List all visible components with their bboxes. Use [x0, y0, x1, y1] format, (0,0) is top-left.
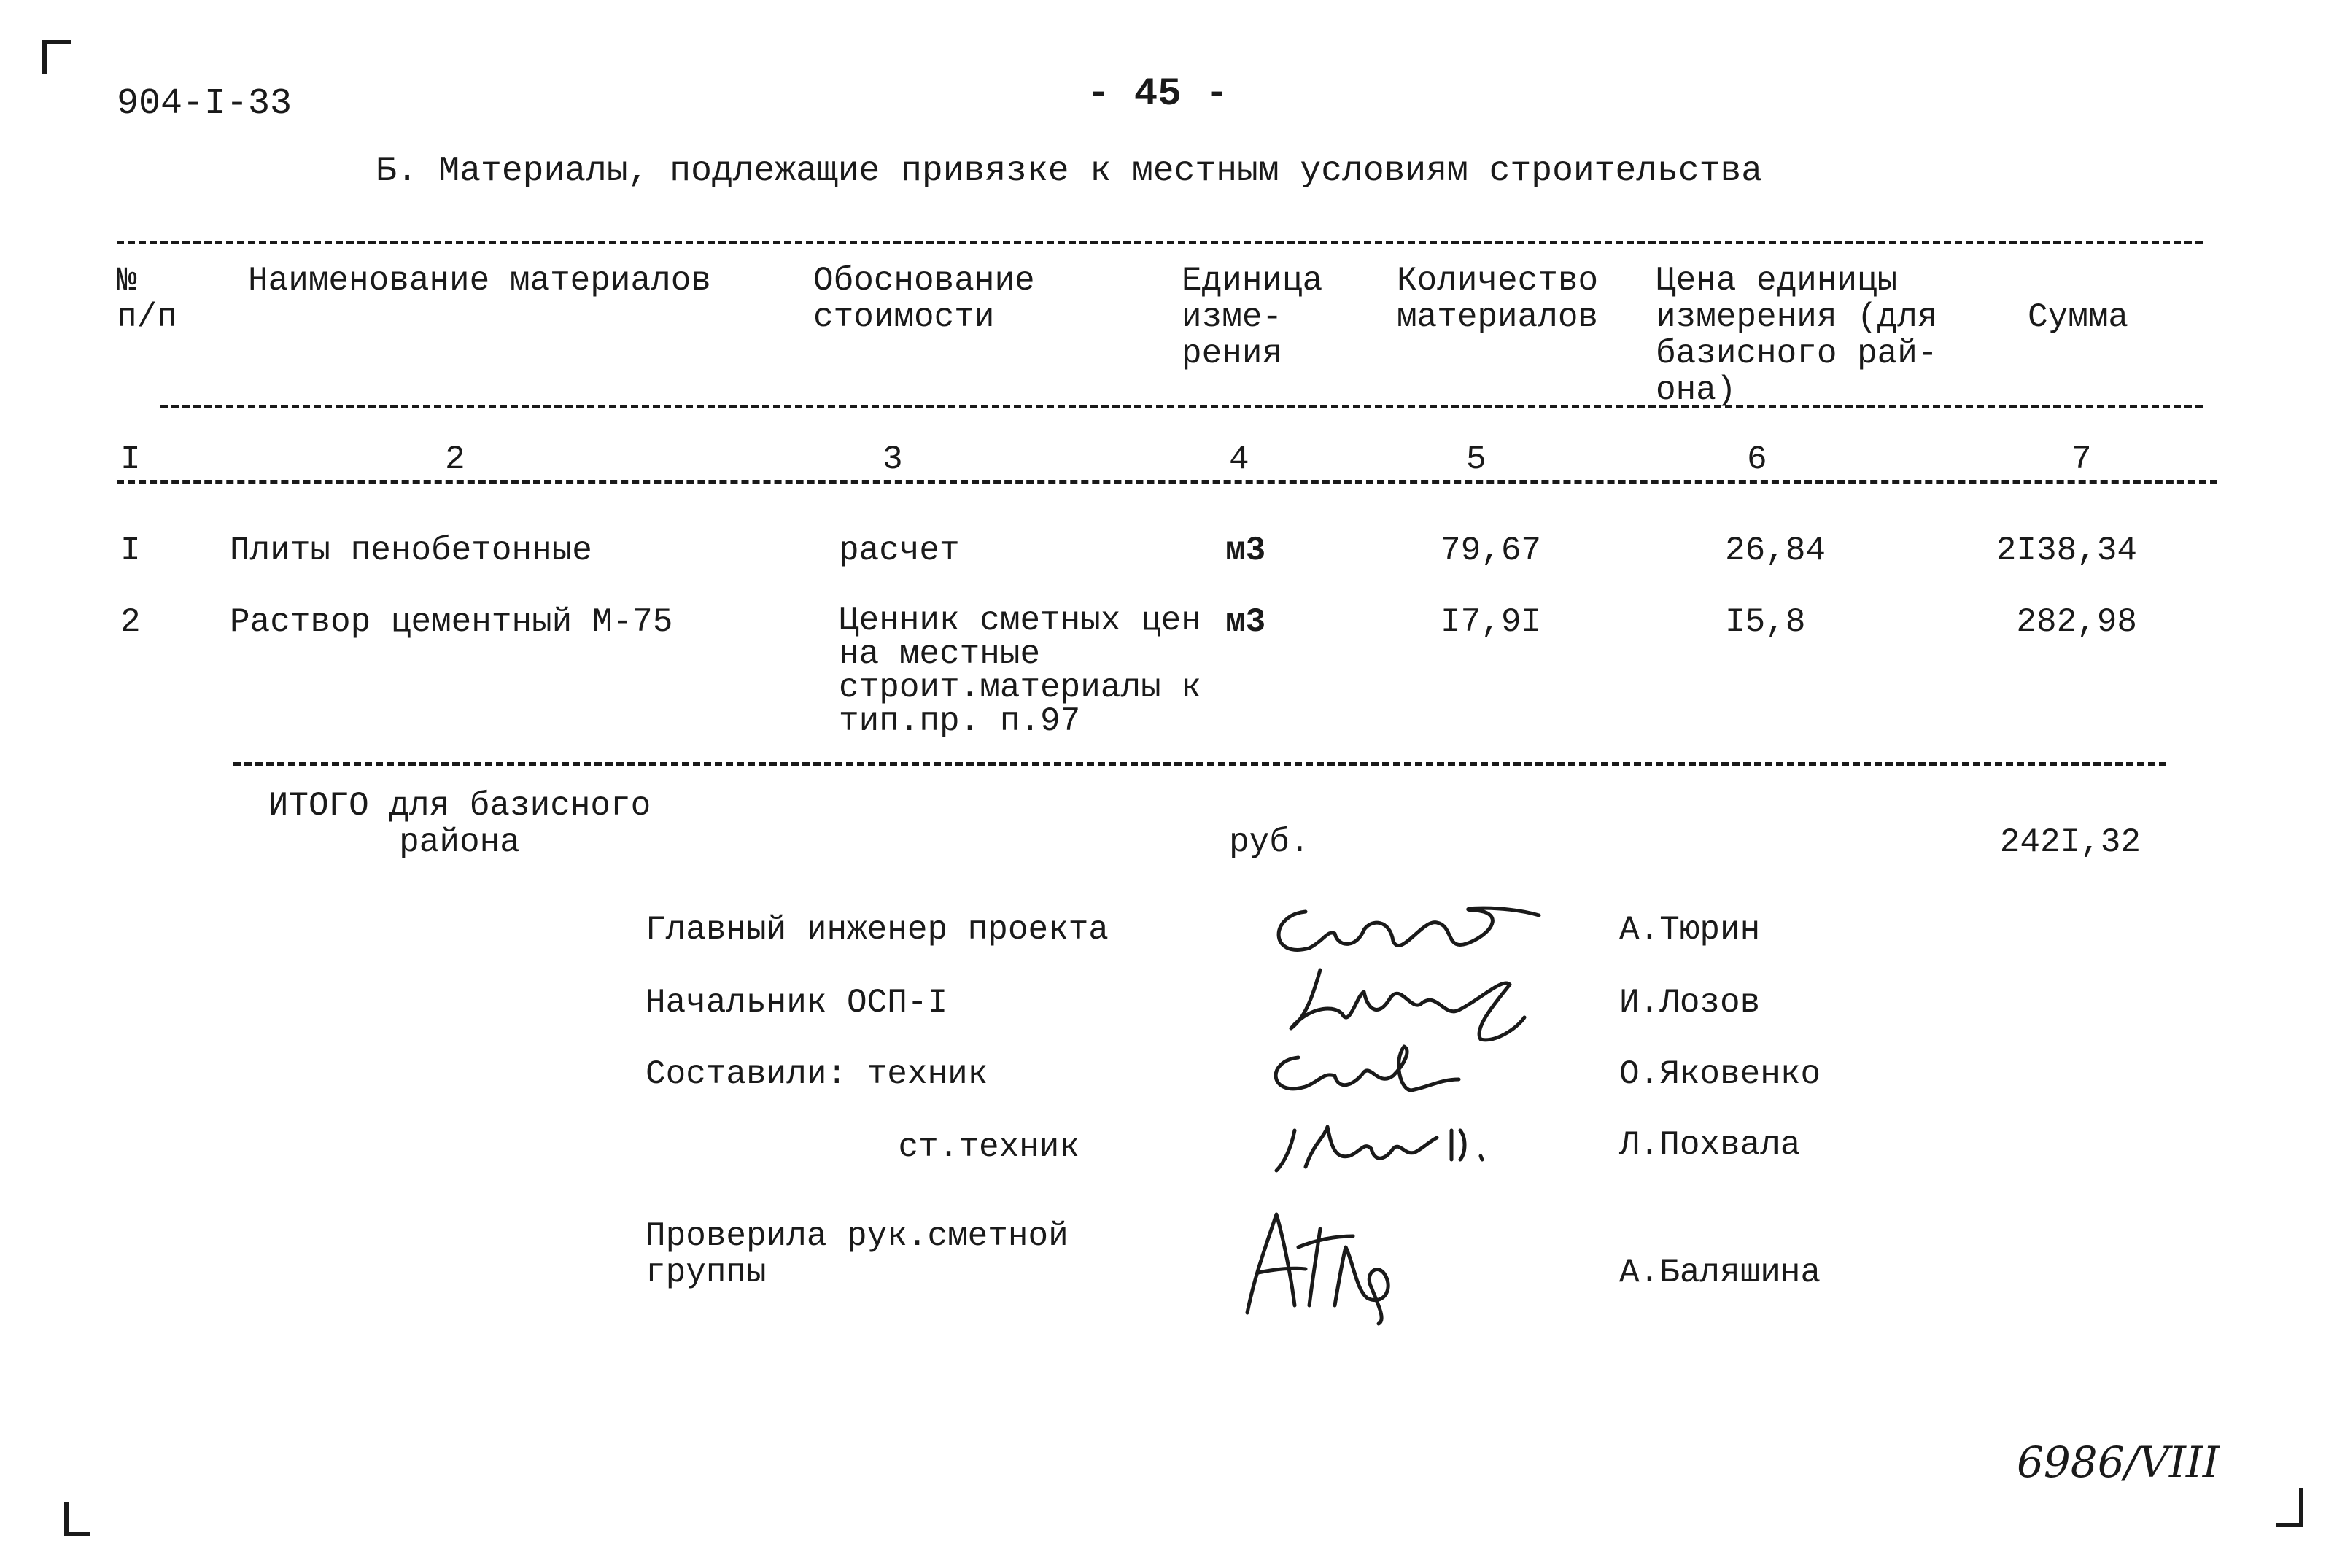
- signature-role: Главный инженер проекта: [646, 911, 1109, 949]
- row-num: 2: [120, 603, 141, 641]
- signature-name: О.Яковенко: [1619, 1055, 1821, 1093]
- signature-name: Л.Похвала: [1619, 1126, 1801, 1164]
- col-number: 7: [2071, 440, 2092, 478]
- col-number: 2: [445, 440, 465, 478]
- col-number: 5: [1466, 440, 1486, 478]
- corner-mark-top-left: [42, 40, 71, 74]
- col-header-sum: Сумма: [2028, 298, 2129, 336]
- total-unit: руб.: [1229, 823, 1310, 861]
- row-num: I: [120, 532, 141, 570]
- row-basis: Ценник сметных цен на местные строит.материалы к тип.пр. п.97: [839, 602, 1201, 740]
- total-sum: 242I,32: [1999, 823, 2141, 861]
- row-sum: 282,98: [2016, 603, 2137, 641]
- row-unit: м3: [1225, 603, 1266, 641]
- total-label: ИТОГО для базисного района: [268, 787, 651, 861]
- col-number: I: [120, 440, 141, 478]
- archive-number: 6986/VIII: [2017, 1437, 2220, 1487]
- col-header-num: № п/п: [117, 262, 177, 336]
- signature-role: Составили: техник: [646, 1055, 988, 1093]
- row-price: I5,8: [1725, 603, 1806, 641]
- column-number-rule: [117, 480, 2217, 484]
- col-number: 6: [1747, 440, 1767, 478]
- signature-name: И.Лозов: [1619, 984, 1761, 1022]
- row-price: 26,84: [1725, 532, 1826, 570]
- handwritten-signature: [1225, 1196, 1415, 1327]
- col-header-qty: Количество материалов: [1397, 262, 1599, 336]
- col-header-unit: Единица изме-рения: [1182, 262, 1323, 373]
- col-header-basis: Обоснование стоимости: [813, 262, 1035, 336]
- signature-role: ст.техник: [898, 1128, 1079, 1166]
- handwritten-signature: [1269, 1109, 1517, 1181]
- row-name: Раствор цементный М-75: [230, 603, 673, 641]
- signature-role: Начальник ОСП-I: [646, 984, 948, 1022]
- col-number: 3: [883, 440, 903, 478]
- document-code: 904-I-33: [117, 83, 292, 125]
- row-sum: 2I38,34: [1996, 532, 2137, 570]
- row-unit: м3: [1225, 532, 1266, 570]
- row-qty: I7,9I: [1441, 603, 1542, 641]
- signature-role: Проверила рук.сметной группы: [646, 1217, 1069, 1292]
- table-bottom-rule: [233, 762, 2166, 766]
- row-basis: расчет: [839, 532, 960, 570]
- corner-mark-bottom-right: [2276, 1488, 2303, 1527]
- section-title: Б. Материалы, подлежащие привязке к местным условиям строительства: [376, 152, 1763, 191]
- col-header-price: Цена единицы измерения (для базисного рай-она): [1656, 262, 1938, 409]
- corner-mark-bottom-left: [64, 1502, 90, 1536]
- col-number: 4: [1229, 440, 1249, 478]
- page-number: - 45 -: [1087, 72, 1229, 117]
- row-name: Плиты пенобетонные: [230, 532, 592, 570]
- handwritten-signature: [1255, 1036, 1473, 1116]
- table-top-rule: [117, 241, 2203, 244]
- row-qty: 79,67: [1441, 532, 1542, 570]
- col-header-name: Наименование материалов: [248, 262, 711, 300]
- signature-name: А.Тюрин: [1619, 911, 1761, 949]
- signature-name: А.Баляшина: [1619, 1254, 1821, 1292]
